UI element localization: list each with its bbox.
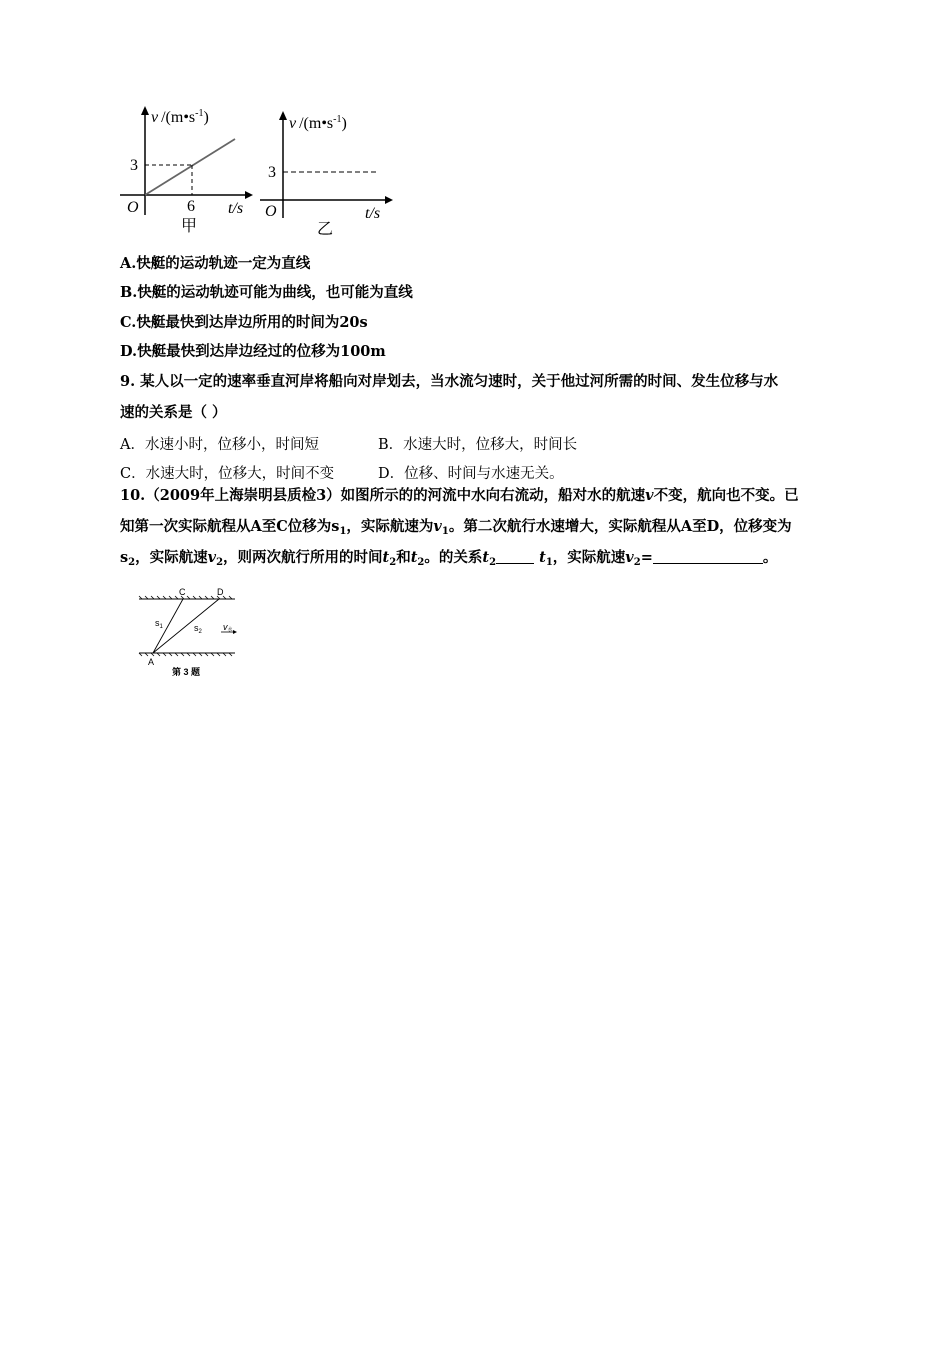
q10-line3: $s_2$，实际航速$v_2$，则两次航行所用的时间$t_2$和$t_2$。的关系$t_2$ $t_1$，实际航速$v_2=$ 。 xyxy=(120,549,778,568)
x-axis-arrow-icon xyxy=(385,196,393,204)
y-axis-arrow-icon xyxy=(141,106,149,115)
water-flow-arrowhead-icon xyxy=(233,630,237,634)
x-label-unit: /s xyxy=(232,200,244,217)
svg-text:t/s xyxy=(365,205,380,222)
velocity-line xyxy=(145,139,235,195)
q10-line2: 知第一次实际航程从A至C位移为$s_1$，实际航速为$v_1$。第二次航行水速增大，实际航程从A至D，位移变为 xyxy=(120,518,792,537)
y-label-close: ) xyxy=(203,109,209,126)
q9-options-row1 xyxy=(120,435,577,455)
river-figure xyxy=(135,585,245,680)
svg-text:v/(m•s-1) xyxy=(289,114,347,132)
y-label-close: ) xyxy=(341,115,347,132)
label-d: D xyxy=(217,587,224,597)
y-label-unit: /(m•s xyxy=(299,115,334,132)
q8-option-b: B.快艇的运动轨迹可能为曲线，也可能为直线 xyxy=(120,284,413,301)
x-tick-6: 6 xyxy=(187,198,195,215)
answer-blank-speed[interactable] xyxy=(653,549,763,564)
x-label-var: t xyxy=(228,200,233,217)
graph-caption: 乙 xyxy=(317,221,334,238)
y-label-unit: /(m•s xyxy=(161,109,196,126)
svg-text:v水: v水 xyxy=(223,622,233,633)
svg-text:s1: $s_1$ xyxy=(155,618,163,630)
x-label-var: t xyxy=(365,205,370,222)
q9-option-d: D．位移、时间与水速无关。 xyxy=(378,466,564,482)
bottom-bank xyxy=(139,653,235,656)
y-axis-arrow-icon xyxy=(279,111,287,120)
y-label-var: v xyxy=(151,109,159,126)
y-label-exp: -1 xyxy=(195,108,204,119)
y-tick-3: 3 xyxy=(130,157,138,174)
q8-option-a: A.快艇的运动轨迹一定为直线 xyxy=(120,255,311,272)
answer-blank-time[interactable] xyxy=(496,549,534,564)
q8-option-d: D.快艇最快到达岸边经过的位移为100m xyxy=(120,343,386,360)
q9-option-c: C．水速大时，位移大，时间不变 xyxy=(120,466,335,482)
svg-text:t/s xyxy=(228,200,243,217)
label-a: A xyxy=(148,657,155,667)
x-label-unit: /s xyxy=(369,205,381,222)
q8-option-c: C.快艇最快到达岸边所用的时间为20s xyxy=(120,314,368,331)
label-v-water: v xyxy=(223,622,228,632)
y-label-exp: -1 xyxy=(333,114,342,125)
graph-caption: 甲 xyxy=(181,218,198,235)
origin-label: O xyxy=(127,199,139,216)
q9-stem-line1: 9. 某人以一定的速率垂直河岸将船向对岸划去，当水流匀速时，关于他过河所需的时间、发生位移与水 xyxy=(120,373,779,390)
svg-text:s2: $s_2$ xyxy=(194,623,202,635)
figure-caption: 第 3 题 xyxy=(172,667,201,677)
label-s1: s xyxy=(155,618,160,628)
q9-option-b: B．水速大时，位移大，时间长 xyxy=(378,437,578,453)
graph-yi xyxy=(255,100,405,240)
q9-options-row2 xyxy=(120,464,564,484)
label-c: C xyxy=(179,587,186,597)
q9-stem-line2: 速的关系是（ ） xyxy=(120,404,227,421)
origin-label: O xyxy=(265,203,277,220)
y-tick-3: 3 xyxy=(268,164,276,181)
label-s2: s xyxy=(194,623,199,633)
svg-text:v/(m•s-1) xyxy=(151,108,209,126)
q9-option-a: A．水速小时，位移小，时间短 xyxy=(120,437,319,453)
y-label-var: v xyxy=(289,115,297,132)
x-axis-arrow-icon xyxy=(245,191,253,199)
graph-jia xyxy=(115,100,265,240)
path-s2 xyxy=(153,599,219,653)
q10-line1: 10.（2009年上海崇明县质检3）如图所示的的河流中水向右流动，船对水的航速v不变，航向也不变。已 xyxy=(120,487,799,504)
